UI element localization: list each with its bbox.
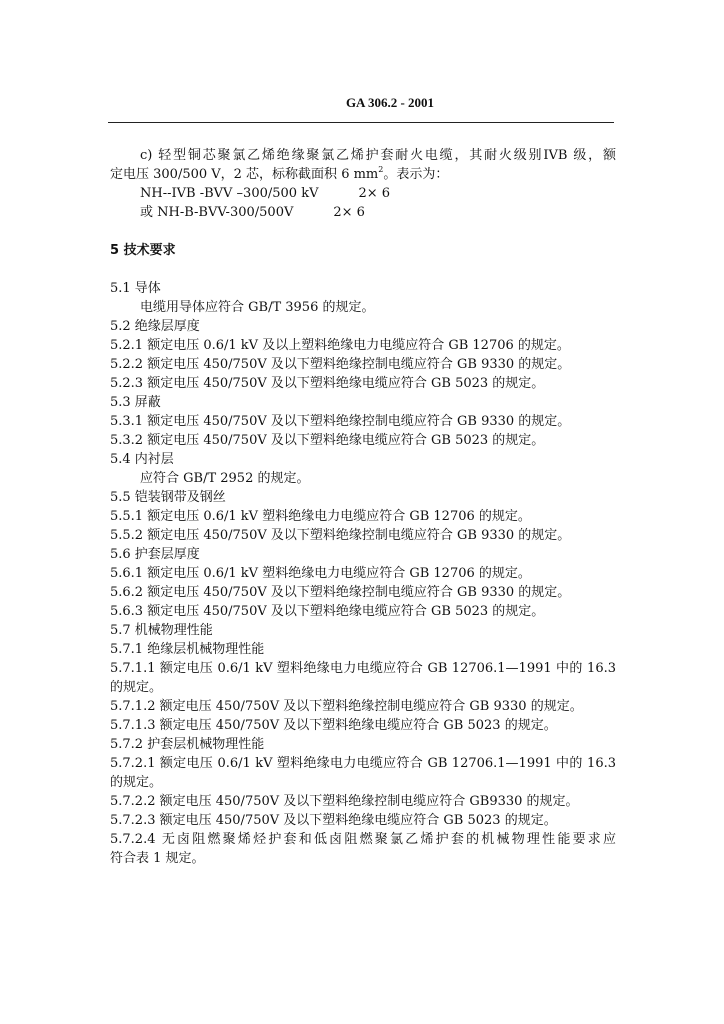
clause-5-7: 5.7 机械物理性能: [110, 623, 213, 638]
clause-5-2: 5.2 绝缘层厚度: [110, 319, 200, 334]
clause-5-5-2: 5.5.2 额定电压 450/750V 及以下塑料绝缘控制电缆应符合 GB 9330 的规定。: [110, 528, 571, 543]
example-1: [110, 184, 616, 203]
header-rule: [108, 122, 614, 123]
standard-number: GA 306.2 - 2001: [345, 95, 435, 110]
clause-5-5-1: 5.5.1 额定电压 0.6/1 kV 塑料绝缘电力电缆应符合 GB 12706 的规定。: [110, 509, 531, 524]
clause-5-7-2-1: 5.7.2.1 额定电压 0.6/1 kV 塑料绝缘电力电缆应符合 GB 12706.1—1991 中的 16.3: [110, 756, 616, 771]
example-1-spec: 2× 6: [358, 186, 391, 201]
example-2-code: 或 NH-B-BVV-300/500V: [140, 205, 294, 220]
clause-5-1-text: 电缆用导体应符合 GB/T 3956 的规定。: [140, 300, 375, 315]
clause-5-3: 5.3 屏蔽: [110, 395, 161, 410]
clause-5-7-2-3: 5.7.2.3 额定电压 450/750V 及以下塑料绝缘电缆应符合 GB 5023 的规定。: [110, 813, 557, 828]
clause-5-2-3: 5.2.3 额定电压 450/750V 及以下塑料绝缘电缆应符合 GB 5023 的规定。: [110, 376, 545, 391]
clause-5-1: 5.1 导体: [110, 281, 161, 296]
superscript-2: 2: [378, 165, 384, 174]
document-body: [110, 146, 616, 868]
clause-5-6-3: 5.6.3 额定电压 450/750V 及以下塑料绝缘电缆应符合 GB 5023 的规定。: [110, 604, 545, 619]
example-1-code: NH--IVB -BVV –300/500 kV: [140, 186, 319, 201]
clause-5-7-2-4: 5.7.2.4 无卤阻燃聚烯烃护套和低卤阻燃聚氯乙烯护套的机械物理性能要求应: [110, 832, 616, 847]
clause-5-7-1: 5.7.1 绝缘层机械物理性能: [110, 642, 265, 657]
clause-5-7-2-1-cont: 的规定。: [110, 775, 163, 790]
clause-5-6-2: 5.6.2 额定电压 450/750V 及以下塑料绝缘控制电缆应符合 GB 9330 的规定。: [110, 585, 571, 600]
clause-5-7-1-1: 5.7.1.1 额定电压 0.6/1 kV 塑料绝缘电力电缆应符合 GB 12706.1—1991 中的 16.3: [110, 661, 616, 676]
clause-5-2-1: 5.2.1 额定电压 0.6/1 kV 及以上塑料绝缘电力电缆应符合 GB 12706 的规定。: [110, 338, 570, 353]
clause-5-3-1: 5.3.1 额定电压 450/750V 及以下塑料绝缘控制电缆应符合 GB 9330 的规定。: [110, 414, 571, 429]
clause-5-5: 5.5 铠装钢带及钢丝: [110, 490, 226, 505]
clause-5-6: 5.6 护套层厚度: [110, 547, 200, 562]
section-5-title: 5 技术要求: [110, 243, 176, 258]
item-c-line2-text: 定电压 300/500 V，2 芯，标称截面积 6 mm: [110, 167, 379, 182]
example-2: [110, 203, 616, 222]
clause-5-7-2-4-cont: 符合表 1 规定。: [110, 851, 205, 866]
example-2-spec: 2× 6: [333, 205, 365, 220]
page-header: [0, 92, 724, 111]
item-c-line2: [110, 165, 616, 184]
clause-5-4: 5.4 内衬层: [110, 452, 174, 467]
clause-5-6-1: 5.6.1 额定电压 0.6/1 kV 塑料绝缘电力电缆应符合 GB 12706 的规定。: [110, 566, 531, 581]
clause-5-3-2: 5.3.2 额定电压 450/750V 及以下塑料绝缘电缆应符合 GB 5023 的规定。: [110, 433, 545, 448]
item-c-line1: c) 轻型铜芯聚氯乙烯绝缘聚氯乙烯护套耐火电缆，其耐火级别IVB 级，额: [140, 148, 616, 163]
clause-5-7-2: 5.7.2 护套层机械物理性能: [110, 737, 265, 752]
item-c-line2-end: 。表示为：: [383, 167, 449, 182]
clause-5-7-1-1-cont: 的规定。: [110, 680, 163, 695]
clause-5-7-1-3: 5.7.1.3 额定电压 450/750V 及以下塑料绝缘电缆应符合 GB 5023 的规定。: [110, 718, 557, 733]
clause-5-2-2: 5.2.2 额定电压 450/750V 及以下塑料绝缘控制电缆应符合 GB 9330 的规定。: [110, 357, 571, 372]
clause-5-7-1-2: 5.7.1.2 额定电压 450/750V 及以下塑料绝缘控制电缆应符合 GB 9330 的规定。: [110, 699, 583, 714]
clause-5-7-2-2: 5.7.2.2 额定电压 450/750V 及以下塑料绝缘控制电缆应符合 GB9330 的规定。: [110, 794, 579, 809]
clause-5-4-text: 应符合 GB/T 2952 的规定。: [140, 471, 310, 486]
